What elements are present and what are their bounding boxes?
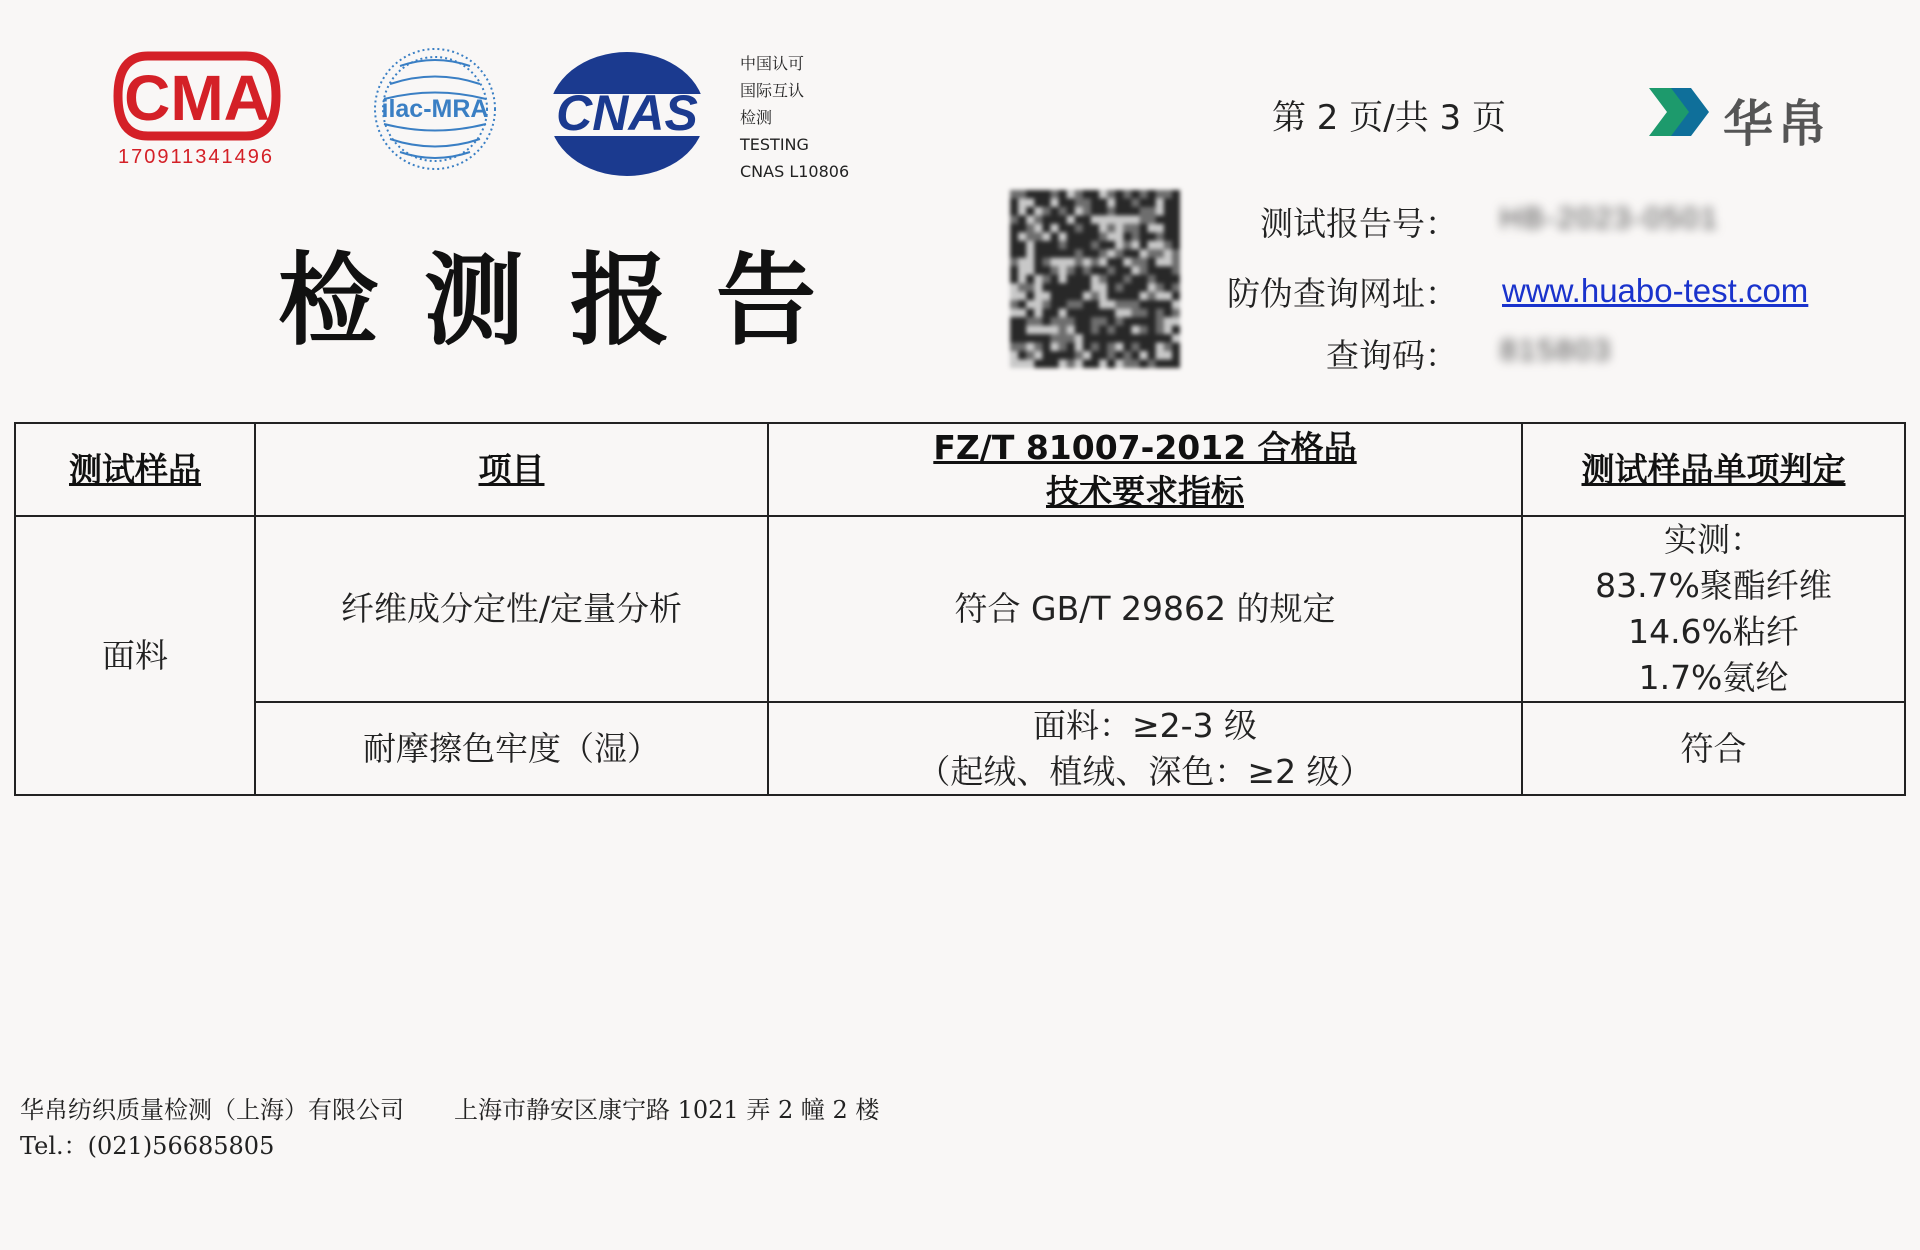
header-standard-line: FZ/T 81007-2012 合格品 — [933, 427, 1357, 467]
header-judgement: 测试样品单项判定 — [1581, 449, 1846, 489]
sample-name-cell: 面料 — [102, 635, 168, 675]
row-result-cell — [1523, 517, 1904, 701]
cnas-text-line: 中国认可 — [740, 54, 805, 73]
footer-tel: Tel.：(021)56685805 — [20, 1132, 275, 1160]
row-result-cell: 符合 — [1680, 728, 1747, 768]
standard-line: 面料：≥2-3 级 — [1032, 705, 1258, 745]
header-item: 项目 — [478, 449, 545, 489]
cnas-text-line: CNAS L10806 — [740, 162, 850, 181]
header-standard — [769, 424, 1521, 515]
result-line: 14.6%粘纤 — [1628, 612, 1799, 651]
ilac-text: ilac-MRA — [381, 95, 489, 123]
huabo-brand-logo — [1645, 82, 1855, 153]
brand-name: 华帛 — [1723, 95, 1831, 153]
report-number-value: HB-2023-0501 — [1500, 202, 1720, 235]
result-line: 1.7%氨纶 — [1638, 658, 1789, 697]
footer — [20, 1092, 879, 1164]
header-sample: 测试样品 — [69, 449, 201, 489]
ilac-globe-icon — [370, 44, 500, 174]
result-line: 实测： — [1664, 520, 1763, 559]
report-number-label: 测试报告号： — [1260, 204, 1458, 243]
page-indicator: 第 2 页/共 3 页 — [1272, 98, 1506, 138]
cnas-accreditation-text — [740, 50, 890, 185]
cnas-text-line: 国际互认 — [740, 81, 805, 100]
brand-arrow-icon — [1645, 82, 1715, 142]
table-border-right — [1904, 422, 1906, 796]
row-item-cell: 纤维成分定性/定量分析 — [340, 589, 683, 628]
footer-company-row — [20, 1092, 879, 1128]
cnas-text-line: 检测 — [740, 108, 773, 127]
cnas-text-line: TESTING — [740, 135, 809, 154]
footer-company: 华帛纺织质量检测（上海）有限公司 — [20, 1096, 404, 1124]
cma-seal-icon — [108, 48, 286, 148]
verification-url-label: 防伪查询网址： — [1227, 274, 1458, 313]
footer-address: 上海市静安区康宁路 1021 弄 2 幢 2 楼 — [454, 1096, 880, 1124]
query-code-label: 查询码： — [1326, 336, 1458, 375]
verification-url-link[interactable]: www.huabo-test.com — [1502, 272, 1809, 309]
cma-letters: CMA — [124, 62, 270, 134]
qr-code-icon — [1010, 190, 1180, 368]
cnas-logo — [546, 50, 708, 178]
row-standard-cell — [769, 703, 1521, 794]
results-table — [14, 422, 1906, 796]
standard-line: （起绒、植绒、深色：≥2 级） — [917, 751, 1373, 791]
query-code-value: 815803 — [1500, 334, 1613, 367]
result-line: 83.7%聚酯纤维 — [1595, 566, 1832, 605]
cnas-letters: CNAS — [556, 85, 698, 141]
report-title: 检测报告 — [278, 241, 862, 359]
cma-number: 170911341496 — [118, 146, 274, 168]
qr-code — [1010, 190, 1180, 368]
row-item-cell: 耐摩擦色牢度（湿） — [363, 728, 660, 768]
cma-logo — [108, 48, 286, 178]
ilac-mra-logo — [370, 44, 500, 174]
cnas-emblem-icon — [546, 50, 708, 178]
row-standard-cell: 符合 GB/T 29862 的规定 — [954, 589, 1336, 628]
header-standard-line: 技术要求指标 — [1046, 471, 1244, 511]
